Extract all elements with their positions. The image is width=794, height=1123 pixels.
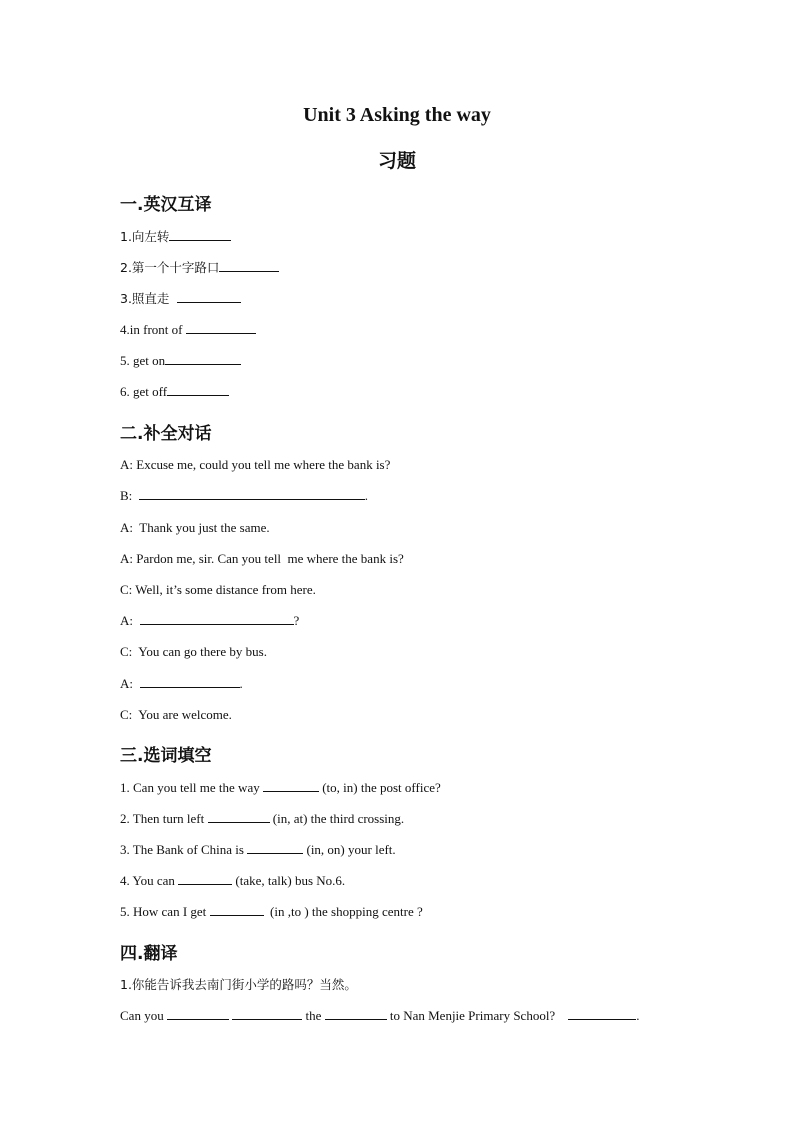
exercise-item bbox=[120, 353, 241, 369]
item-text: the bbox=[302, 1008, 325, 1023]
exercise-item bbox=[120, 1008, 639, 1024]
page-title: Unit 3 Asking the way bbox=[303, 104, 491, 126]
dialogue-line bbox=[120, 457, 390, 473]
item-suffix: (in ,to ) the shopping centre ? bbox=[263, 904, 423, 919]
answer-blank[interactable] bbox=[232, 1008, 302, 1020]
item-suffix: (to, in) the post office? bbox=[318, 780, 441, 795]
answer-blank[interactable] bbox=[186, 322, 256, 334]
item-text: 4.in front of bbox=[120, 322, 186, 337]
answer-blank[interactable] bbox=[263, 780, 319, 792]
section-heading-translate: 四.翻译 bbox=[120, 944, 178, 964]
exercise-item bbox=[120, 873, 345, 889]
exercise-item bbox=[120, 842, 396, 858]
exercise-item bbox=[120, 811, 404, 827]
line-prefix: A: bbox=[120, 676, 140, 691]
exercise-item bbox=[120, 904, 423, 920]
item-suffix: (in, at) the third crossing. bbox=[269, 811, 405, 826]
dialogue-line bbox=[120, 488, 368, 504]
section-heading-fill-in: 三.选词填空 bbox=[120, 746, 212, 766]
item-text: 2.第一个十字路口 bbox=[120, 260, 220, 275]
item-text: 3.照直走 bbox=[120, 291, 178, 306]
item-text: Can you bbox=[120, 1008, 167, 1023]
item-text: 5. get on bbox=[120, 353, 166, 368]
dialogue-line bbox=[120, 644, 267, 660]
line-prefix: B: bbox=[120, 488, 139, 503]
answer-blank[interactable] bbox=[139, 488, 365, 500]
answer-blank[interactable] bbox=[140, 613, 294, 625]
line-suffix: . bbox=[239, 676, 243, 691]
answer-blank[interactable] bbox=[165, 353, 241, 365]
item-text: 1.你能告诉我去南门街小学的路吗？当然。 bbox=[120, 977, 357, 992]
line-prefix: A: bbox=[120, 613, 140, 628]
line-suffix: . bbox=[364, 488, 369, 503]
answer-blank[interactable] bbox=[325, 1008, 387, 1020]
dialogue-line bbox=[120, 551, 404, 567]
dialogue-line bbox=[120, 707, 232, 723]
line-text: A: Excuse me, could you tell me where the bank is? bbox=[120, 457, 391, 472]
line-text: C: You are welcome. bbox=[120, 707, 232, 722]
line-text: C: Well, it’s some distance from here. bbox=[120, 582, 316, 597]
answer-blank[interactable] bbox=[167, 384, 229, 396]
page-subtitle: 习题 bbox=[377, 150, 416, 172]
line-text: A: Pardon me, sir. Can you tell me where the bank is? bbox=[120, 551, 404, 566]
dialogue-line bbox=[120, 520, 270, 536]
item-prefix: 3. The Bank of China is bbox=[120, 842, 248, 857]
dialogue-line bbox=[120, 676, 243, 692]
exercise-item bbox=[120, 977, 357, 993]
answer-blank[interactable] bbox=[210, 904, 264, 916]
section-heading-dialogue: 二.补全对话 bbox=[120, 424, 212, 444]
line-suffix: ? bbox=[293, 613, 300, 628]
item-text: 6. get off bbox=[120, 384, 168, 399]
item-text: . bbox=[636, 1008, 640, 1023]
exercise-item bbox=[120, 780, 441, 796]
line-text: A: Thank you just the same. bbox=[120, 520, 270, 535]
dialogue-line bbox=[120, 582, 316, 598]
answer-blank[interactable] bbox=[219, 260, 279, 272]
answer-blank[interactable] bbox=[177, 291, 241, 303]
item-text: 1.向左转 bbox=[120, 229, 170, 244]
item-suffix: (in, on) your left. bbox=[303, 842, 396, 857]
line-text: C: You can go there by bus. bbox=[120, 644, 267, 659]
item-prefix: 5. How can I get bbox=[120, 904, 210, 919]
exercise-item bbox=[120, 384, 229, 400]
item-prefix: 4. You can bbox=[120, 873, 179, 888]
answer-blank[interactable] bbox=[167, 1008, 229, 1020]
answer-blank[interactable] bbox=[178, 873, 232, 885]
answer-blank[interactable] bbox=[568, 1008, 636, 1020]
item-suffix: (take, talk) bus No.6. bbox=[232, 873, 346, 888]
item-text: to Nan Menjie Primary School? bbox=[386, 1008, 569, 1023]
item-prefix: 1. Can you tell me the way bbox=[120, 780, 263, 795]
answer-blank[interactable] bbox=[140, 676, 240, 688]
exercise-item bbox=[120, 322, 256, 338]
dialogue-line bbox=[120, 613, 299, 629]
answer-blank[interactable] bbox=[208, 811, 270, 823]
answer-blank[interactable] bbox=[247, 842, 303, 854]
exercise-item bbox=[120, 291, 241, 307]
exercise-item bbox=[120, 229, 231, 245]
item-prefix: 2. Then turn left bbox=[120, 811, 208, 826]
section-heading-translation: 一.英汉互译 bbox=[120, 195, 212, 215]
answer-blank[interactable] bbox=[169, 229, 231, 241]
exercise-item bbox=[120, 260, 279, 276]
